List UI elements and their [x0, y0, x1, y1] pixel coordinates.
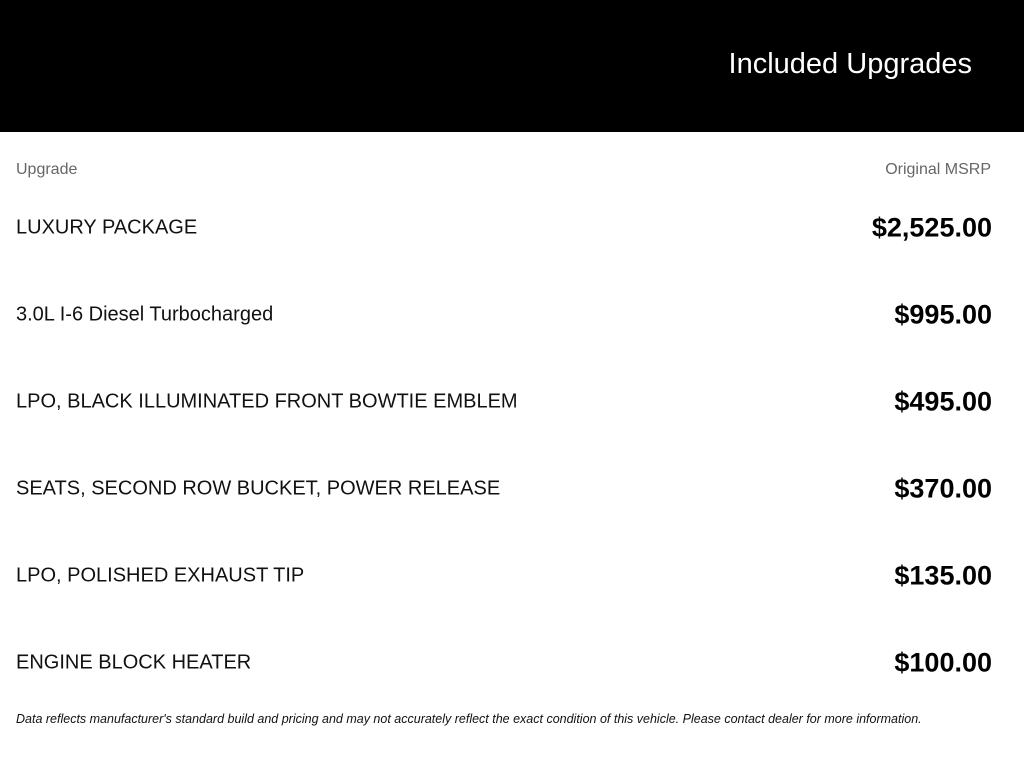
upgrade-name: ENGINE BLOCK HEATER	[16, 651, 252, 674]
page-title: Included Upgrades	[728, 48, 972, 80]
upgrade-row	[16, 382, 992, 422]
upgrade-price: $495.00	[894, 386, 992, 417]
upgrade-price: $995.00	[894, 299, 992, 330]
header-banner	[0, 0, 1024, 132]
upgrade-row	[16, 556, 992, 596]
upgrade-price: $370.00	[894, 473, 992, 504]
upgrade-row	[16, 643, 992, 683]
upgrade-name: LPO, BLACK ILLUMINATED FRONT BOWTIE EMBLEM	[16, 390, 518, 413]
column-header-upgrade: Upgrade	[16, 161, 78, 178]
upgrade-name: SEATS, SECOND ROW BUCKET, POWER RELEASE	[16, 477, 501, 500]
upgrade-name: LPO, POLISHED EXHAUST TIP	[16, 564, 305, 587]
column-header-msrp: Original MSRP	[885, 161, 991, 178]
upgrade-row	[16, 208, 992, 248]
disclaimer-note: Data reflects manufacturer's standard build and pricing and may not accurately reflect the exact condition of this vehicle. Please contact dealer for more information.	[16, 712, 922, 726]
upgrade-price: $2,525.00	[871, 212, 992, 243]
upgrade-name: 3.0L I-6 Diesel Turbocharged	[16, 303, 274, 326]
upgrade-row	[16, 295, 992, 335]
upgrade-price: $135.00	[894, 560, 992, 591]
upgrade-price: $100.00	[894, 647, 992, 678]
upgrade-name: LUXURY PACKAGE	[16, 216, 198, 239]
upgrade-row	[16, 469, 992, 509]
